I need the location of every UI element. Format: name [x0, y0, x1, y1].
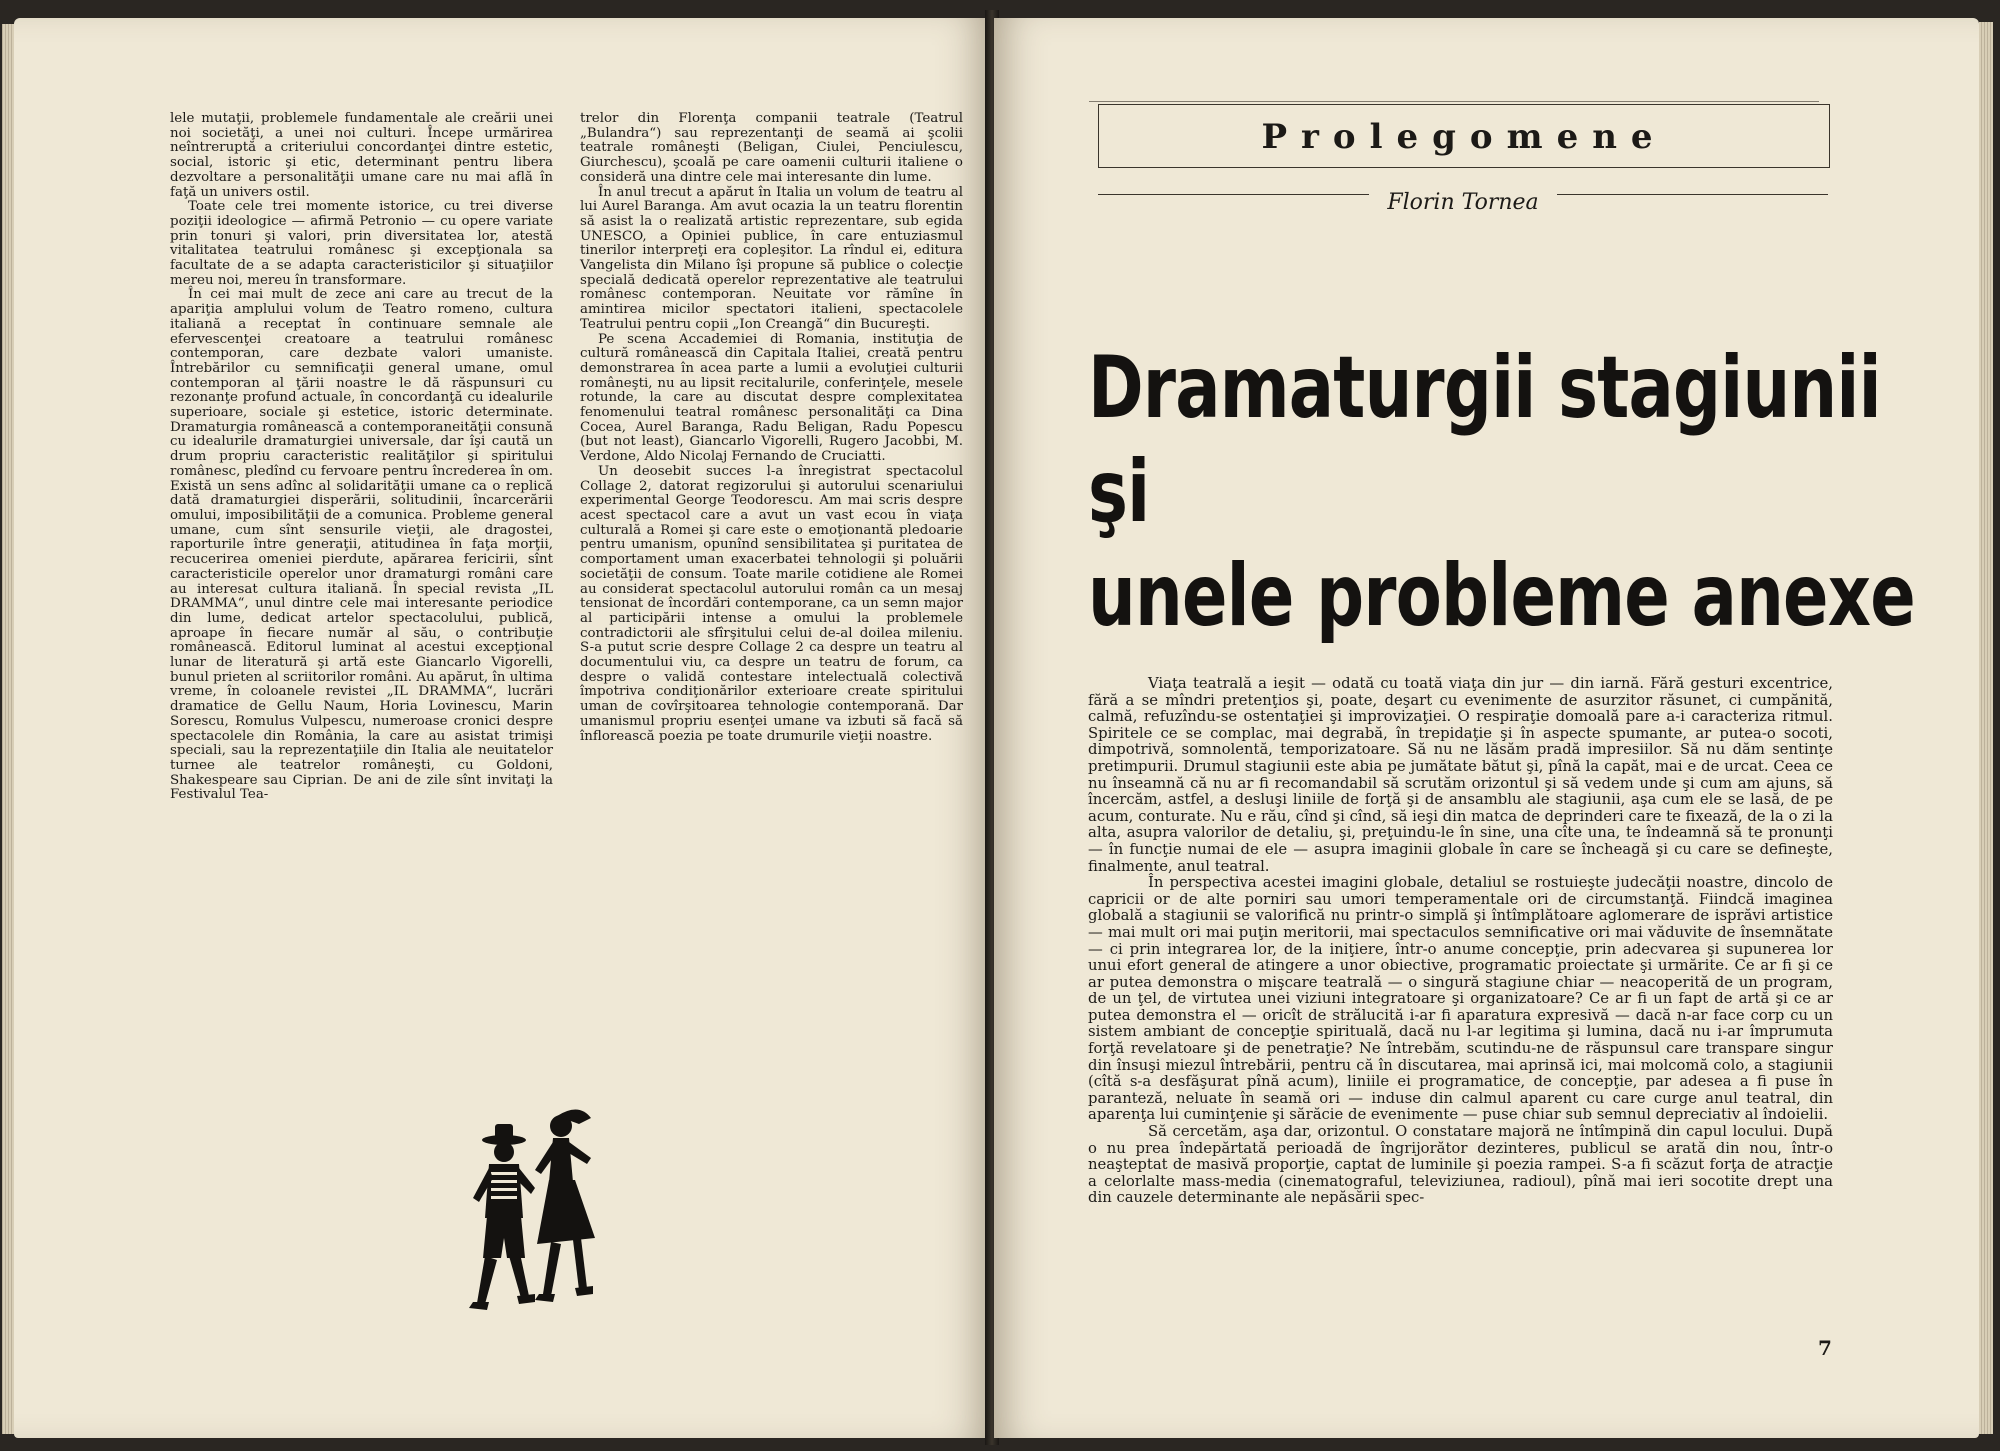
paragraph: Viaţa teatrală a ieşit — odată cu toată viaţa din jur — din iarnă. Fără gesturi excentrice, fără a se mîndri pretenţios şi, poate, deşart cu evenimente de asurzitor răsunet, ci cumpănită, calmă, refuzîndu-se ostentaţiei şi improvizaţiei. O respiraţie domoală pare a-i caracteriza ritmul. Spiritele ce se complac, mai degrabă, în trepidaţie şi în aspecte spumante, ar putea-o socoti, dimpotrivă, somnolentă, temporizatoare. Să nu ne lăsăm pradă impresiilor. Să nu dăm sentinţe pretimpurii. Drumul stagiunii este abia pe jumătate bătut şi, pînă la capăt, mai e de urcat. Ceea ce nu înseamnă că nu ar fi recomandabil să scrutăm orizontul şi să vedem unde şi cum am ajuns, să încercăm, astfel, a desluşi liniile de forţă şi de ansamblu ale stagiunii, aşa cum ele se lasă, de pe acum, conturate. Nu e rău, cînd şi cînd, să ieşi din matca de deprinderi care te fixează, de la o zi la alta, asupra valorilor de detaliu, şi, preţuindu-le în sine, una cîte una, te îndeamnă să te pronunţi — în funcţie numai de ele — asupra imaginii globale în care se încheagă şi cu care se defineşte, finalmente, anul teatral. — [1088, 675, 1833, 875]
paragraph: lele mutaţii, problemele fundamentale ale creării unei noi societăţi, a unei noi culturi. Începe urmărirea neîntreruptă a criteriului concordanţei dintre estetic, social, istoric şi etic, determinant pentru libera dezvoltare a personalităţii umane care nu mai află în faţă un univers ostil. — [170, 111, 553, 200]
paragraph: Un deosebit succes l-a înregistrat spectacolul Collage 2, datorat regizorului şi autorului scenariului experimental George Teodorescu. Am mai scris despre acest spectacol care a avut un vast ecou în viaţa culturală a Romei şi care este o emoţionantă pledoarie pentru umanism, opunînd sensibilitatea şi puritatea de comportament uman exacerbatei tehnologii şi poluării societăţii de consum. Toate marile cotidiene ale Romei au considerat spectacolul autorului român ca un mesaj tensionat de încordări contemporane, ca un semn major al participării intense a omului la problemele contradictorii ale sfîrşitului celui de-al doilea mileniu. S-a putut scrie despre Collage 2 ca despre un teatru al documentului viu, ca despre un teatru de forum, ca despre o validă contestare intelectuală colectivă împotriva condiţionărilor exterioare create spiritului uman de covîrşitoarea tehnologie contemporană. Dar umanismul propriu esenţei umane va izbuti să facă să înflorească poezia pe toate drumurile vieţii noastre. — [580, 463, 963, 744]
dancer-woman-figure — [535, 1109, 595, 1302]
paragraph: În perspectiva acestei imagini globale, detaliul se rostuieşte judecăţii noastre, dincolo de capricii or de alte porniri sau umori temperamentale ori de circumstanţă. Fiindcă imaginea globală a stagiunii se valorifică nu printr-o simplă şi întîmplătoare aglomerare de isprăvi artistice — mai mult ori mai puţin meritorii, mai spectaculos semnificative ori mai văduvite de însemnătate — ci prin integrarea lor, de la iniţiere, într-o anume concepţie, prin adecvarea şi supunerea lor unui efort general de atingere a unor obiective, programatic proiectate şi urmărite. Ce ar fi şi ce ar putea demonstra o mişcare teatrală — o singură stagiune chiar — neacoperită de un program, de un ţel, de virtutea unei viziuni integratoare şi organizatoare? Ce ar fi un fapt de artă şi ce ar putea demonstra el — oricît de strălucită i-ar fi aparatura expresivă — dacă n-ar face corp cu un sistem ambiant de concepţie spirituală, dacă nu l-ar legitima şi lumina, dacă nu i-ar împrumuta forţă revelatoare şi de penetraţie? Ne întrebăm, scutindu-ne de răspunsul care transpare singur din însuşi miezul întrebării, pentru că în discutarea, mai aprinsă ici, mai molcomă colo, a stagiunii (cîtă s-a desfăşurat pînă acum), liniile ei programatice, de concepţie, par adesea a fi puse în paranteză, neluate în seamă ori — induse din calmul aparent cu care curge anul teatral, din aparenţa lui cuminţenie şi sărăcie de evenimente — puse chiar sub semnul depreciativ al îndoielii. — [1088, 874, 1833, 1124]
paragraph: În cei mai mult de zece ani care au trecut de la apariţia amplului volum de Teatro romeno, cultura italiană a receptat în continuare semnale ale efervescenţei creatoare a teatrului românesc contemporan, care dezbate valori umaniste. Întrebărilor cu semnificaţii general umane, omul contemporan al ţării noastre le dă răspunsuri cu rezonanţe profund actuale, în concordanţă cu idealurile superioare, sociale şi estetice, istoric determinate. Dramaturgia românească a contemporaneităţii consună cu idealurile dramaturgiei universale, dar îşi caută un drum propriu caracteristic realităţilor şi spiritului românesc, pledînd cu fervoare pentru încrederea în om. Există un sens adînc al solidarităţii umane ca o replică dată dramaturgiei disperării, solitudinii, încarcerării omului, imposibilităţii de a comunica. Probleme general umane, cum sînt sensurile vieţii, ale dragostei, raporturile între generaţii, atitudinea în faţa morţii, recucerirea omeniei pierdute, apărarea fericirii, sînt caracteristicile operelor unor dramaturgi români care au interesat cultura italiană. În special revista „IL DRAMMA“, unul dintre cele mai interesante periodice din lume, dedicat artelor spectacolului, publică, aproape în fiecare număr al său, o contribuţie românească. Editorul luminat al acestui excepţional lunar de literatură şi artă este Giancarlo Vigorelli, bunul prieten al scriitorilor români. Au apărut, în ultima vreme, în coloanele revistei „IL DRAMMA“, lucrări dramatice de Gellu Naum, Horia Lovinescu, Marin Sorescu, Romulus Vulpescu, numeroase cronici despre spectacolele din România, la care au asistat trimişi speciali, sau la reprezentaţiile din Italia ale neuitatelor turnee ale teatrelor româneşti, cu Goldoni, Shakespeare sau Ciprian. De ani de zile sînt invitaţi la Festivalul Tea- — [170, 287, 553, 803]
headline-line: şi — [1088, 442, 1150, 542]
left-page — [14, 18, 989, 1438]
paragraph: Să cercetăm, aşa dar, orizontul. O constatare majoră ne întîmpină din capul locului. După o nu prea îndepărtată perioadă de îngrijorător dezinteres, publicul se arată din nou, într-o neaşteptat de masivă proporţie, captat de luminile şi poezia rampei. S-a fi scăzut forţa de atracţie a celorlalte mass-media (cinematograful, televiziunea, radioul), pînă mai ieri socotite drept una din cauzele determinante ale nepăsării spec- — [1088, 1123, 1833, 1207]
article-body — [1088, 676, 1833, 1207]
article-headline — [1088, 338, 1915, 657]
left-page-edges — [2, 24, 14, 1434]
paragraph: Pe scena Accademiei di Romania, instituţia de cultură românească din Capitala Italiei, creată pentru demonstrarea în acea parte a lumii a evoluţiei culturii româneşti, nu au lipsit recitalurile, conferinţele, mesele rotunde, la care au discutat despre complexitatea fenomenului teatral românesc personalităţi ca Dina Cocea, Aurel Baranga, Radu Beligan, Radu Popescu (but not least), Giancarlo Vigorelli, Rugero Jacobbi, M. Verdone, Aldo Nicolaj Fernando de Cruciatti. — [580, 331, 963, 465]
author-byline — [1098, 190, 1828, 215]
paragraph: În anul trecut a apărut în Italia un volum de teatru al lui Aurel Baranga. Am avut ocazia la un teatru florentin să asist la o realizată artistic reprezentare, sub egida UNESCO, a Opiniei publice, în care entuziasmul tinerilor interpreţi era copleşitor. La rîndul ei, editura Vangelista din Milano îşi propune să publice o colecţie specială dedicată operelor reprezentative ale teatrului românesc contemporan. Neuitate vor rămîne în amintirea micilor spectatori italieni, spectacolele Teatrului pentru copii „Ion Creangă“ din Bucureşti. — [580, 184, 963, 332]
author-name: Florin Tornea — [1369, 190, 1556, 215]
dancer-man-figure — [469, 1124, 535, 1310]
paragraph: Toate cele trei momente istorice, cu trei diverse poziţii ideologice — afirmă Petronio — cu opere variate prin tonuri şi valori, prin diversitatea lor, atestă vitalitatea teatrului românesc şi excepţionala sa facultate de a se adapta caracteristicilor şi situaţiilor mereu noi, mereu în transformare. — [170, 199, 553, 288]
left-column-a — [170, 112, 553, 803]
right-page-edges — [1979, 22, 1993, 1434]
dancing-couple-illustration — [469, 1098, 599, 1328]
section-title: Prolegomene — [1261, 117, 1667, 157]
page-number: 7 — [1818, 1336, 1832, 1360]
section-header-box — [1098, 104, 1830, 168]
paragraph: trelor din Florenţa companii teatrale (Teatrul „Bulandra“) sau reprezentanţi de seamă ai şcolii teatrale româneşti (Beligan, Ciulei, Penciulescu, Giurchescu), şcoală pe care oamenii culturii italiene o consideră una dintre cele mai interesante din lume. — [580, 111, 963, 185]
headline-line: unele probleme anexe — [1088, 546, 1915, 646]
headline-line: Dramaturgii stagiunii — [1088, 338, 1881, 438]
left-column-b — [580, 112, 963, 744]
